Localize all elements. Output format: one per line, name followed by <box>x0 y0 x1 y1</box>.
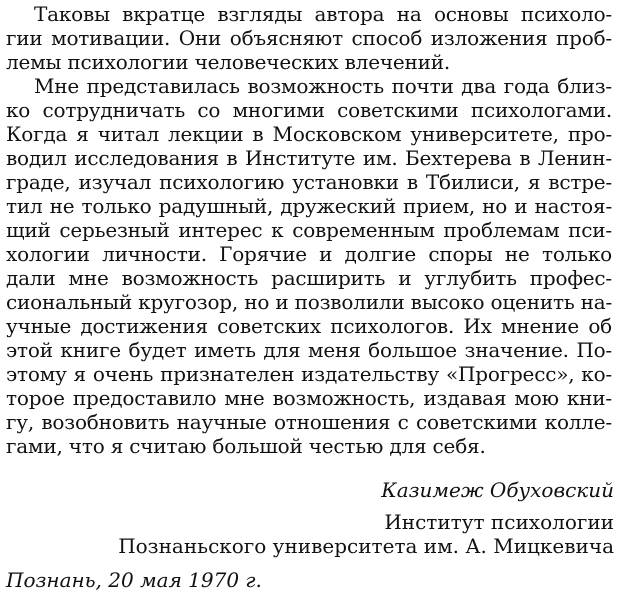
paragraph2-line-15: гу, возобновить научные отношения с советскими колле- <box>6 410 612 434</box>
signature-place-date: Познань, 20 мая 1970 г. <box>6 568 262 592</box>
paragraph2-line-16: гами, что я считаю большой честью для себя. <box>6 434 486 458</box>
paragraph2-line-4: водил исследования в Институте им. Бехтерева в Ленин- <box>6 146 612 170</box>
paragraph2-line-2: ко сотрудничать со многими советскими психологами. <box>6 98 612 122</box>
paragraph2-line-5: граде, изучал психологию установки в Тбилиси, я встре- <box>6 170 612 194</box>
paragraph2-line-3: Когда я читал лекции в Московском университете, про- <box>6 122 612 146</box>
paragraph2-line-10: сиональный кругозор, но и позволили высоко оценить на- <box>6 290 613 314</box>
paragraph1-line-2: гии мотивации. Они объясняют способ изложения проб- <box>6 26 612 50</box>
paragraph2-line-13: этому я очень признателен издательству «Прогресс», ко- <box>6 362 612 386</box>
signature-author: Казимеж Обуховский <box>381 478 614 502</box>
paragraph1-line-3: лемы психологии человеческих влечений. <box>6 50 451 74</box>
paragraph1-line-1: Таковы вкратце взгляды автора на основы психоло- <box>34 2 612 26</box>
paragraph2-line-1: Мне представилась возможность почти два года близ- <box>34 74 612 98</box>
paragraph2-line-14: торое предоставило мне возможность, издавая мою кни- <box>6 386 612 410</box>
paragraph2-line-11: учные достижения советских психологов. Их мнение об <box>6 314 612 338</box>
paragraph2-line-6: тил не только радушный, дружеский прием, но и настоя- <box>6 194 612 218</box>
paragraph2-line-7: щий серьезный интерес к современным проблемам пси- <box>6 218 612 242</box>
signature-institution-line2: Познаньского университета им. А. Мицкевича <box>118 534 614 558</box>
paragraph2-line-9: дали мне возможность расширить и углубить профес- <box>6 266 612 290</box>
signature-institution-line1: Институт психологии <box>384 510 614 534</box>
paragraph2-line-12: этой книге будет иметь для меня большое значение. По- <box>6 338 612 362</box>
paragraph2-line-8: хологии личности. Горячие и долгие споры не только <box>6 242 612 266</box>
